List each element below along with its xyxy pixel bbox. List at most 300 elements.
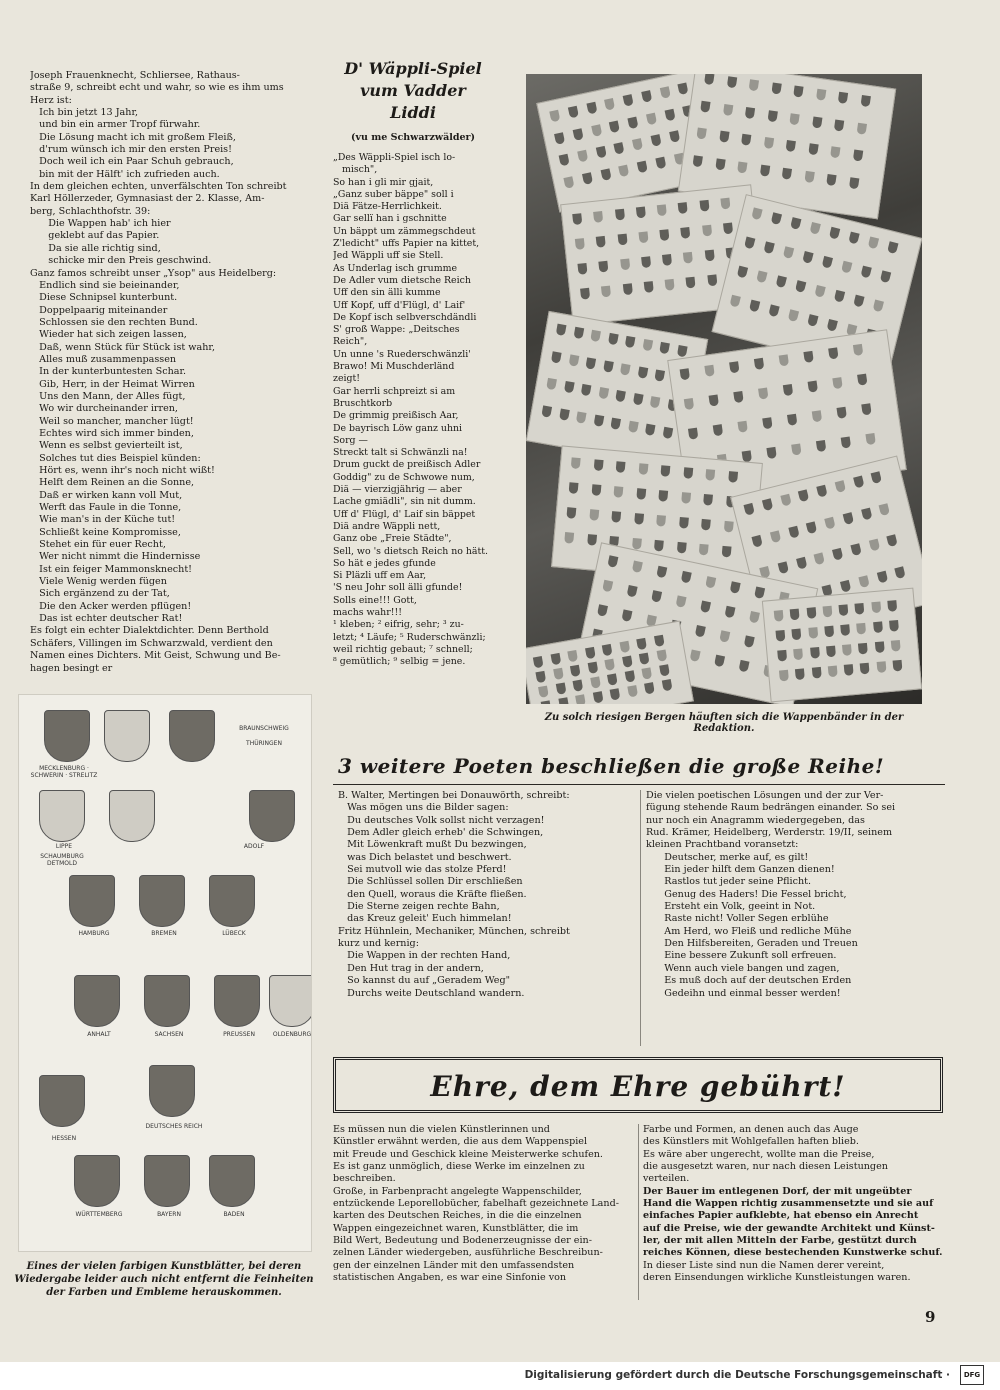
shield-icon <box>699 200 709 212</box>
shield-icon <box>780 494 791 507</box>
shield-icon <box>874 641 884 653</box>
shield-icon <box>585 647 596 659</box>
shield-icon <box>546 378 557 390</box>
shield-icon <box>609 120 620 133</box>
shield-icon <box>675 595 686 608</box>
shield-icon <box>704 74 714 85</box>
shield-icon <box>596 236 606 248</box>
shield-icon <box>894 566 905 579</box>
shield-icon <box>860 95 870 107</box>
shield-icon <box>572 213 582 225</box>
banner-title: Ehre, dem Ehre gebührt! <box>430 1070 846 1103</box>
shield-icon <box>611 511 621 523</box>
shield-icon <box>602 580 613 593</box>
crest-label: ANHALT <box>87 1031 111 1038</box>
text-line: Fritz Hühnlein, Mechaniker, München, schreibt <box>338 925 570 937</box>
shield-icon <box>803 351 813 363</box>
shield-icon <box>657 204 667 216</box>
shield-icon <box>601 286 611 298</box>
shield-icon <box>637 366 648 378</box>
text-line: zeigt! <box>333 373 361 385</box>
shield-icon <box>654 540 664 552</box>
shield-icon <box>744 635 755 648</box>
text-line: das Kreuz geleit' Euch himmelan! <box>338 913 512 925</box>
text-line: Rud. Krämer, Heidelberg, Werderstr. 19/II, seinem <box>646 827 893 839</box>
text-line: Ganz famos schreibt unser „Ysop" aus Heidelberg: <box>30 267 277 279</box>
shield-icon <box>570 665 581 677</box>
shield-icon <box>779 670 789 682</box>
shield-icon <box>737 161 747 173</box>
shield-icon <box>842 512 853 525</box>
text-line: Echtes wird sich immer binden, <box>30 427 194 439</box>
shield-icon <box>580 288 590 300</box>
shield-icon <box>702 225 712 237</box>
shield-icon <box>638 463 648 475</box>
shield-icon <box>857 374 867 386</box>
shield-icon <box>662 426 673 438</box>
shield-icon <box>585 357 596 369</box>
shield-icon <box>768 304 779 317</box>
shield-icon <box>593 211 603 223</box>
shield-icon <box>763 241 774 254</box>
coat-of-arms-icon <box>139 875 185 927</box>
shield-icon <box>597 604 608 617</box>
shield-icon <box>829 227 840 240</box>
shield-icon <box>569 482 579 494</box>
text-line: 'S neu Johr soll älli gfunde! <box>333 582 463 594</box>
text-line: Schließt keine Kompromisse, <box>30 526 181 538</box>
text-line: was Dich belastet und beschwert. <box>338 851 512 863</box>
photo-pile-of-entries <box>526 74 922 704</box>
shield-icon <box>722 103 732 115</box>
shield-icon <box>787 414 797 426</box>
shield-icon <box>587 534 597 546</box>
shield-icon <box>680 368 690 380</box>
shield-icon <box>554 132 565 145</box>
coat-of-arms-icon <box>249 790 295 842</box>
shield-icon <box>653 635 664 647</box>
shield-icon <box>749 300 760 313</box>
text-line: Gedeihn und einmal besser werden! <box>646 987 841 999</box>
shield-icon <box>591 124 602 137</box>
shield-icon <box>636 638 647 650</box>
shield-icon <box>723 223 733 235</box>
text-line: De bayrisch Löw ganz uhni <box>333 422 463 434</box>
crest-label: PREUSSEN <box>223 1031 255 1038</box>
text-line: S' groß Wappe: „Deitsches <box>333 324 460 336</box>
text-line: Un bäppt um zämmegschdeut <box>333 225 476 237</box>
shield-icon <box>749 611 760 624</box>
shield-icon <box>571 457 581 469</box>
shield-icon <box>839 604 849 616</box>
shield-icon <box>603 360 614 372</box>
text-line: Wenn auch viele bangen und zagen, <box>646 962 840 974</box>
shield-icon <box>696 127 706 139</box>
text-line: Der Bauer im entlegenen Dorf, der mit ungeübter <box>643 1185 912 1197</box>
shield-icon <box>840 624 850 636</box>
crest-label: OLDENBURG <box>272 1031 312 1038</box>
crest-label: HESSEN <box>51 1135 77 1142</box>
shield-icon <box>809 222 820 235</box>
text-line: Hört es, wenn ihr's noch nicht wißt! <box>30 465 215 476</box>
shield-icon <box>766 447 776 459</box>
text-line: Brawo! Mi Muschderländ <box>333 361 455 373</box>
dfg-logo-icon: DFG <box>960 1365 984 1385</box>
shield-icon <box>541 405 552 417</box>
shield-icon <box>861 403 871 415</box>
coat-of-arms-icon <box>39 1075 85 1127</box>
coat-of-arms-icon <box>144 1155 190 1207</box>
left-column-text <box>30 70 322 675</box>
text-line: Drum guckt de preißisch Adler <box>333 459 481 471</box>
text-line: Namen eines Dichters. Mit Geist, Schwung und Be- <box>30 650 281 662</box>
text-line: Die den Acker werden pflügen! <box>30 600 192 612</box>
shield-icon <box>713 424 723 436</box>
shield-icon <box>622 656 633 668</box>
text-line: Wieder hat sich zeigen lassen, <box>30 329 187 341</box>
shield-icon <box>604 98 615 111</box>
shield-icon <box>834 290 845 303</box>
text-line: Uff den sin älli kumme <box>333 287 441 299</box>
coat-of-arms-artwork <box>18 694 312 1252</box>
shield-icon <box>815 89 825 101</box>
shield-icon <box>681 227 691 239</box>
honor-banner <box>333 1057 943 1113</box>
text-line: bin mit der Hälft' ich zufrieden auch. <box>30 168 220 180</box>
shield-icon <box>879 503 890 516</box>
text-line: Uns den Mann, der Alles fügt, <box>30 390 186 402</box>
text-line: Die Wappen in der rechten Hand, <box>338 950 511 962</box>
shield-icon <box>860 266 871 279</box>
shield-icon <box>754 586 765 599</box>
shield-icon <box>575 694 586 704</box>
shield-icon <box>655 156 666 169</box>
shield-icon <box>660 465 670 477</box>
shield-icon <box>607 555 618 568</box>
crest-label: BREMEN <box>151 930 177 937</box>
shield-icon <box>795 668 805 680</box>
shield-icon <box>676 542 686 554</box>
shield-icon <box>777 561 788 574</box>
text-line: Endlich sind sie beieinander, <box>30 279 180 291</box>
shield-icon <box>720 198 730 210</box>
shield-icon <box>704 250 714 262</box>
shield-icon <box>551 351 562 363</box>
shield-icon <box>871 471 882 484</box>
text-line: Schlossen sie den rechten Bund. <box>30 316 198 328</box>
text-line: Gar herrli schpreizt si am <box>333 385 456 397</box>
text-line: zelnen Länder wiedergeben, ausführliche Beschreibun- <box>333 1247 603 1259</box>
shield-icon <box>662 254 672 266</box>
shield-icon <box>724 606 735 619</box>
text-line: Sorg — <box>333 434 368 446</box>
photo-card <box>526 621 694 704</box>
shield-icon <box>556 324 567 336</box>
shield-icon <box>816 485 827 498</box>
shield-icon <box>664 108 675 121</box>
shield-icon <box>744 237 755 250</box>
crest-label: BRAUNSCHWEIG <box>239 725 289 732</box>
text-line: fügung stehende Raum bedrängen einander. So sei <box>646 802 896 814</box>
shield-icon <box>593 414 604 426</box>
shield-icon <box>758 388 768 400</box>
shield-icon <box>642 339 653 351</box>
shield-icon <box>592 691 603 703</box>
text-line: As Underlag isch grumme <box>333 262 458 274</box>
honor-left-column <box>333 1124 633 1284</box>
shield-icon <box>860 663 870 675</box>
text-line: kleinen Prachtband voransetzt: <box>646 839 799 851</box>
shield-icon <box>567 650 578 662</box>
shield-icon <box>541 700 552 704</box>
text-line: Daß, wenn Stück für Stück ist wahr, <box>30 341 216 353</box>
text-line: Da sie alle richtig sind, <box>30 242 161 254</box>
shield-icon <box>848 177 858 189</box>
shield-icon <box>654 369 665 381</box>
shield-icon <box>598 387 609 399</box>
crest-label: HAMBURG <box>78 930 110 937</box>
text-line: „Ganz suber bäppe" soll i <box>333 188 454 200</box>
shield-icon <box>659 229 669 241</box>
shield-icon <box>586 102 597 115</box>
text-line: Das ist echter deutscher Rat! <box>30 613 183 625</box>
text-line: De Adler vum dietsche Reich <box>333 274 471 286</box>
shield-icon <box>658 490 668 502</box>
text-line: Si Pläzli uff em Aar, <box>333 570 427 582</box>
shield-icon <box>737 266 748 279</box>
text-line: Raste nicht! Voller Segen erblühe <box>646 913 829 925</box>
text-line: Un unne 's Ruederschwänzli' <box>333 348 471 360</box>
text-line: ⁸ gemütlich; ⁹ selbig = jene. <box>333 656 466 668</box>
crest-label: MECKLENBURG · SCHWERIN · STRELITZ <box>30 765 98 779</box>
shield-icon <box>723 521 733 533</box>
shield-icon <box>581 384 592 396</box>
text-line: des Künstlers mit Wohlgefallen haften blieb. <box>643 1136 859 1148</box>
shield-icon <box>826 646 836 658</box>
text-line: Die Schlüssel sollen Dir erschließen <box>338 876 523 888</box>
shield-icon <box>808 627 818 639</box>
shield-icon <box>721 546 731 558</box>
text-line: Ich bin jetzt 13 Jahr, <box>30 107 139 119</box>
text-line: So han i gli mir gjait, <box>333 176 434 188</box>
shield-icon <box>719 630 730 643</box>
shield-icon <box>659 342 670 354</box>
shield-icon <box>587 662 598 674</box>
shield-icon <box>631 538 641 550</box>
shield-icon <box>779 354 789 366</box>
text-line: Deutscher, merke auf, es gilt! <box>646 851 809 863</box>
shield-icon <box>871 602 881 614</box>
shield-icon <box>876 570 887 583</box>
shield-icon <box>681 492 691 504</box>
text-line: Gar sellï han i gschnitte <box>333 213 447 225</box>
shield-icon <box>613 486 623 498</box>
shield-icon <box>709 394 719 406</box>
shield-icon <box>646 112 657 125</box>
text-line: Jed Wäppli uff sie Stell. <box>333 250 444 262</box>
text-line: Hand die Wappen richtig zusammensetzte und sie auf <box>643 1198 934 1210</box>
text-line: beschreiben. <box>333 1173 396 1185</box>
text-line: Reich", <box>333 336 368 348</box>
shield-icon <box>701 519 711 531</box>
coat-of-arms-icon <box>144 975 190 1027</box>
shield-icon <box>665 279 675 291</box>
shield-icon <box>568 106 579 119</box>
shield-icon <box>771 212 782 225</box>
shield-icon <box>656 515 666 527</box>
shield-icon <box>790 217 801 230</box>
shield-icon <box>887 534 898 547</box>
shield-icon <box>704 365 714 377</box>
shield-icon <box>707 274 717 286</box>
text-line: Genug des Haders! Die Fessel bricht, <box>646 888 847 900</box>
shield-icon <box>610 688 621 700</box>
shield-icon <box>853 295 864 308</box>
footer-credit: Digitalisierung gefördert durch die Deutsche Forschungsgemeinschaft · <box>524 1369 950 1381</box>
shield-icon <box>858 643 868 655</box>
crest-label: LIPPE <box>55 843 73 850</box>
text-line: Bruschtkorb <box>333 397 393 409</box>
crest-label: LÜBECK <box>222 930 246 937</box>
shield-icon <box>730 581 741 594</box>
text-line: Alles muß zusammenpassen <box>30 353 177 365</box>
shield-icon <box>782 167 792 179</box>
shield-icon <box>840 579 851 592</box>
shield-icon <box>853 344 863 356</box>
shield-icon <box>618 164 629 177</box>
shield-icon <box>841 436 851 448</box>
shield-icon <box>751 534 762 547</box>
text-line: In dieser Liste sind nun die Namen derer vereint, <box>643 1259 885 1271</box>
text-line: Diä — vierzigjährig — aber <box>333 484 462 496</box>
shield-icon <box>793 648 803 660</box>
text-line: einfaches Papier aufklebte, hat ebenso ein Anrecht <box>643 1210 919 1222</box>
text-line: Sell, wo 's dietsch Reich no hätt. <box>333 545 489 557</box>
text-line: Joseph Frauenknecht, Schliersee, Rathaus- <box>30 70 240 81</box>
shield-icon <box>858 575 869 588</box>
text-line: mit Freude und Geschick kleine Meisterwerke schufen. <box>333 1148 603 1160</box>
shield-icon <box>550 653 561 665</box>
shield-icon <box>641 256 651 268</box>
coat-of-arms-icon <box>214 975 260 1027</box>
shield-icon <box>783 384 793 396</box>
shield-icon <box>538 686 549 698</box>
shield-icon <box>615 390 626 402</box>
shield-icon <box>783 246 794 259</box>
shield-icon <box>681 571 692 584</box>
text-line: Wer nicht nimmt die Hindernisse <box>30 551 201 563</box>
shield-icon <box>549 110 560 123</box>
text-line: Uff d' Flügl, d' Laif sin bäppet <box>333 508 476 520</box>
shield-icon <box>756 270 767 283</box>
shield-icon <box>745 107 755 119</box>
text-line: Gib, Herr, in der Heimat Wirren <box>30 378 195 390</box>
shield-icon <box>729 361 739 373</box>
text-line: d'rum wünsch ich mir den ersten Preis! <box>30 144 232 156</box>
poets-left-column <box>338 790 638 1000</box>
text-line: Was mögen uns die Bilder sagen: <box>338 802 509 814</box>
shield-icon <box>796 557 807 570</box>
text-line: B. Walter, Mertingen bei Donauwörth, schreibt: <box>338 790 570 801</box>
text-line: Schäfers, Villingen im Schwarzwald, verdient den <box>30 637 273 649</box>
middle-poem-text <box>333 152 509 668</box>
poets-headline: 3 weitere Poeten beschließen die große Reihe! <box>338 754 885 778</box>
shield-icon <box>632 393 643 405</box>
shield-icon <box>615 209 625 221</box>
shield-icon <box>559 408 570 420</box>
text-line: Doch weil ich ein Paar Schuh gebrauch, <box>30 156 234 168</box>
shield-icon <box>715 158 725 170</box>
shield-icon <box>617 234 627 246</box>
coat-of-arms-icon <box>209 875 255 927</box>
shield-icon <box>759 164 769 176</box>
shield-icon <box>774 610 784 622</box>
shield-icon <box>684 398 694 410</box>
shield-icon <box>582 172 593 185</box>
shield-icon <box>559 154 570 167</box>
crest-label: ADOLF <box>243 843 265 850</box>
shield-icon <box>619 641 630 653</box>
shield-icon <box>705 576 716 589</box>
text-line: entzückende Leporellobücher, fabelhaft gezeichnete Land- <box>333 1198 619 1210</box>
shield-icon <box>659 86 670 99</box>
headline-rule <box>333 784 945 785</box>
shield-icon <box>726 76 736 88</box>
text-line: Durchs weite Deutschland wandern. <box>338 987 525 999</box>
shield-icon <box>572 128 583 141</box>
shield-icon <box>595 146 606 159</box>
text-line: Den Hilfsbereiten, Geraden und Treuen <box>646 938 858 950</box>
text-line: reiches Können, diese bestechenden Kunstwerke schuf. <box>643 1247 943 1259</box>
text-line: Herz ist: <box>30 94 72 106</box>
shield-icon <box>788 525 799 538</box>
shield-icon <box>807 314 818 327</box>
shield-icon <box>892 660 902 672</box>
page-number: 9 <box>925 1308 936 1326</box>
text-line: Sei mutvoll wie das stolze Pferd! <box>338 864 507 876</box>
shield-icon <box>776 630 786 642</box>
shield-icon <box>749 79 759 91</box>
shield-icon <box>806 607 816 619</box>
shield-icon <box>887 600 897 612</box>
shield-icon <box>790 609 800 621</box>
shield-icon <box>651 590 662 603</box>
shield-icon <box>607 673 618 685</box>
shield-icon <box>868 539 879 552</box>
text-line: Ersteht ein Volk, geeint in Not. <box>646 901 816 913</box>
shield-icon <box>624 670 635 682</box>
shield-icon <box>577 263 587 275</box>
shield-icon <box>627 685 638 697</box>
text-line: Viele Wenig werden fügen <box>30 576 167 588</box>
shield-icon <box>700 100 710 112</box>
shield-icon <box>699 544 709 556</box>
shield-icon <box>573 327 584 339</box>
shield-icon <box>590 676 601 688</box>
shield-icon <box>533 656 544 668</box>
text-line: Diä andre Wäppli nett, <box>333 520 441 532</box>
shield-icon <box>856 122 866 134</box>
shield-icon <box>678 202 688 214</box>
text-line: Bild Wert, Bedeutung und Bodenerzeugnisse der ein- <box>333 1235 592 1247</box>
text-line: nur noch ein Anagramm wiedergegeben, das <box>646 814 865 826</box>
shield-icon <box>826 173 836 185</box>
shield-icon <box>627 116 638 129</box>
shield-icon <box>644 682 655 694</box>
text-line: „Des Wäppli-Spiel isch lo- <box>333 152 456 163</box>
shield-icon <box>850 543 861 556</box>
shield-icon <box>811 667 821 679</box>
